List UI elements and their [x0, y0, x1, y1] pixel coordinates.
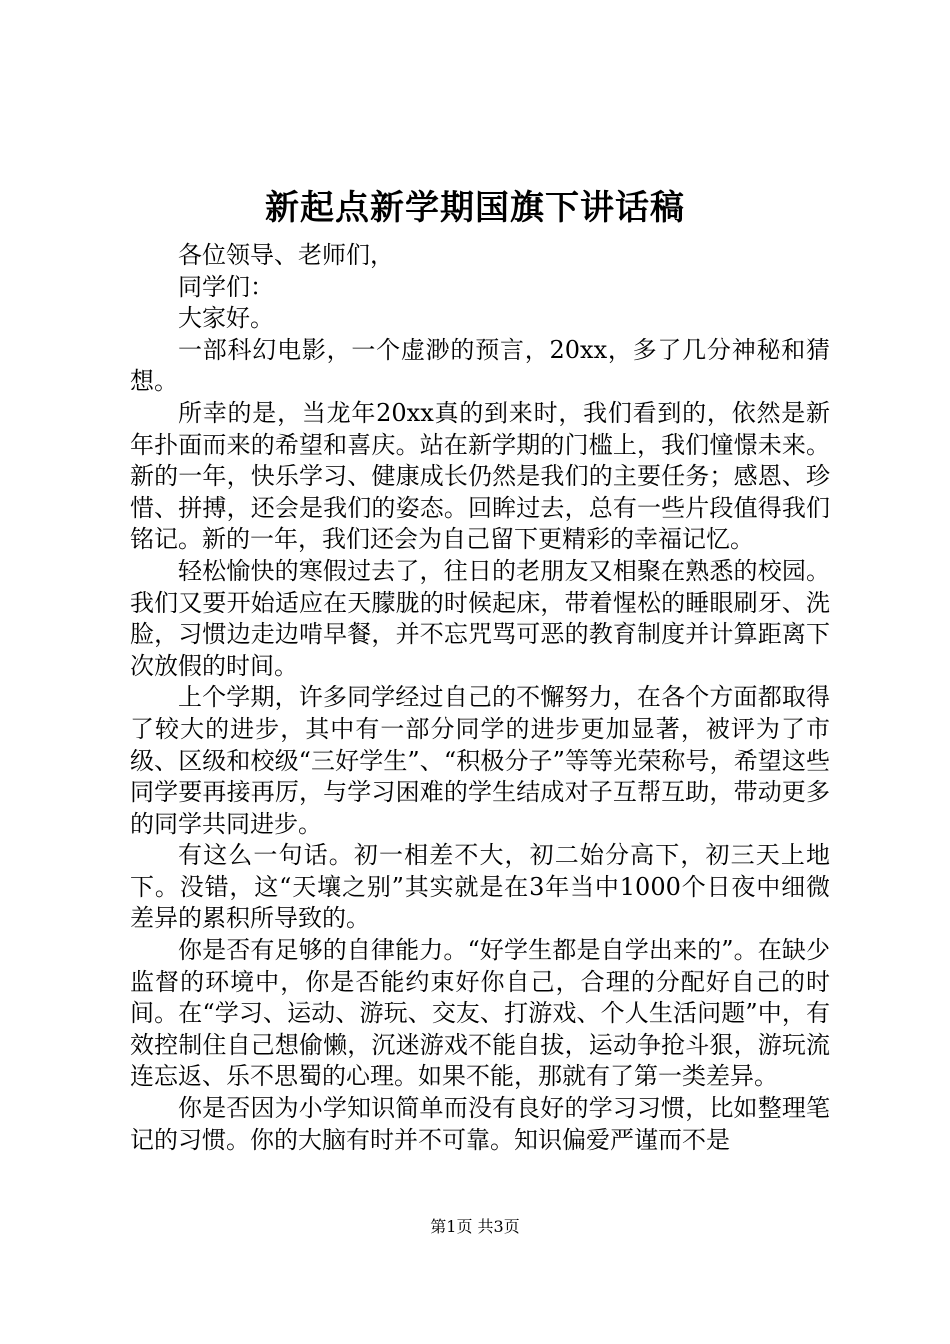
document-title: 新起点新学期国旗下讲话稿: [265, 188, 685, 228]
paragraph: 你是否因为小学知识简单而没有良好的学习习惯，比如整理笔记的习惯。你的大脑有时并不可靠。知识偏爱严谨而不是: [130, 1094, 830, 1154]
paragraph: 你是否有足够的自律能力。“好学生都是自学出来的”。在缺少监督的环境中，你是否能约束好你自己，合理的分配好自己的时间。在“学习、运动、游玩、交友、打游戏、个人生活问题”中，有效控制住自己想偷懒，沉迷游戏不能自拔，运动争抢斗狠，游玩流连忘返、乐不思蜀的心理。如果不能，那就有了第一类差异。: [130, 936, 830, 1091]
page-footer: 第1页 共3页: [430, 1217, 520, 1236]
paragraph: 有这么一句话。初一相差不大，初二始分高下，初三天上地下。没错，这“天壤之别”其实就是在3年当中1000个日夜中细微差异的累积所导致的。: [130, 841, 830, 933]
paragraph: 所幸的是，当龙年20xx真的到来时，我们看到的，依然是新年扑面而来的希望和喜庆。站在新学期的门槛上，我们憧憬未来。新的一年，快乐学习、健康成长仍然是我们的主要任务；感恩、珍惜、拼搏，还会是我们的姿态。回眸过去，总有一些片段值得我们铭记。新的一年，我们还会为自己留下更精彩的幸福记忆。: [130, 398, 830, 554]
paragraph: 轻松愉快的寒假过去了，往日的老朋友又相聚在熟悉的校园。我们又要开始适应在天朦胧的时候起床，带着惺松的睡眼刷牙、洗脸，习惯边走边啃早餐，并不忘咒骂可恶的教育制度并计算距离下次放假的时间。: [130, 556, 830, 680]
paragraph-salutation-1: 各位领导、老师们，: [178, 241, 394, 269]
document-body: [130, 240, 830, 1156]
paragraph-greeting: 大家好。: [178, 304, 274, 333]
paragraph: 一部科幻电影，一个虚渺的预言，20xx，多了几分神秘和猜想。: [130, 335, 830, 396]
paragraph-salutation-2: 同学们：: [178, 272, 274, 301]
paragraph: 上个学期，许多同学经过自己的不懈努力，在各个方面都取得了较大的进步，其中有一部分同学的进步更加显著，被评为了市级、区级和校级“三好学生”、“积极分子”等等光荣称号，希望这些同学要再接再厉，与学习困难的学生结成对子互帮互助，带动更多的同学共同进步。: [130, 683, 830, 838]
